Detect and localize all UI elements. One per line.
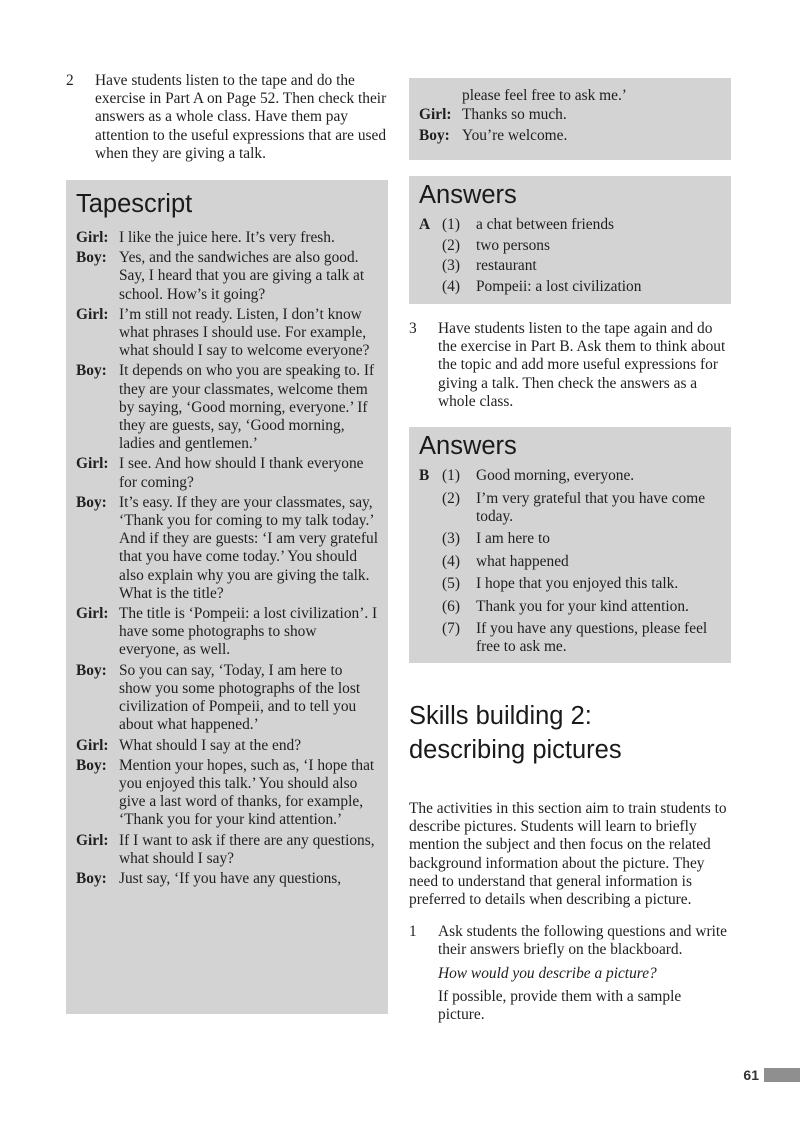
answer-index: (4)	[442, 552, 460, 570]
answer-part-letter: B	[419, 467, 430, 485]
speaker-label: Girl:	[76, 605, 109, 623]
answers-heading: Answers	[419, 181, 517, 209]
answer-row	[419, 278, 721, 296]
answer-row	[419, 575, 721, 593]
answers-list-b	[419, 467, 721, 657]
speaker-label: Boy:	[76, 756, 107, 774]
dialogue-text: You’re welcome.	[462, 127, 568, 145]
left-column	[66, 72, 388, 1014]
speaker-label: Boy:	[76, 362, 107, 380]
speaker-label: Boy:	[76, 661, 107, 679]
dialogue-line	[76, 662, 378, 735]
answer-index: (5)	[442, 575, 460, 593]
answer-text: I hope that you enjoyed this talk.	[476, 575, 679, 593]
item-note: If possible, provide them with a sample picture.	[438, 987, 682, 1024]
dialogue-line	[76, 737, 378, 755]
speaker-label: Girl:	[76, 305, 109, 323]
instruction-item-3	[409, 320, 731, 411]
dialogue-line	[76, 455, 378, 491]
answer-index: (2)	[442, 489, 460, 507]
answer-index: (2)	[442, 236, 460, 254]
answers-heading: Answers	[419, 432, 517, 461]
section-title-line-1: Skills building 2:	[409, 702, 592, 731]
speaker-label: Girl:	[76, 736, 109, 754]
dialogue-line	[76, 306, 378, 361]
tapescript-heading: Tapescript	[76, 190, 193, 219]
item-number: 2	[66, 72, 74, 89]
speaker-label: Girl:	[419, 106, 452, 123]
answer-text: what happened	[476, 552, 569, 570]
right-column	[409, 78, 731, 1024]
tapescript-box	[66, 180, 388, 1014]
speaker-label: Boy:	[76, 493, 107, 511]
continuation-dialogue	[419, 106, 721, 145]
speaker-label: Boy:	[76, 869, 107, 887]
item-text: Have students listen to the tape again and do the exercise in Part B. Ask them to think about the topic and add more useful expressions for giving a talk. Then check the answers as a whole class.	[438, 320, 726, 410]
answer-text: restaurant	[476, 257, 537, 275]
dialogue-text: Just say, ‘If you have any questions,	[119, 869, 342, 887]
dialogue-line	[76, 362, 378, 453]
dialogue-line	[76, 870, 378, 888]
answer-index: (4)	[442, 278, 460, 296]
answer-part-letter: A	[419, 216, 431, 233]
answer-text: a chat between friends	[476, 216, 615, 233]
speaker-label: Boy:	[419, 127, 450, 145]
answer-row	[419, 620, 721, 656]
dialogue-line	[419, 127, 721, 145]
dialogue-list	[76, 229, 378, 888]
dialogue-text: It depends on who you are speaking to. If they are your classmates, welcome them by saying, ‘Good morning, everyone.’ If they are guests, say, ‘Good morning, ladies and gentlemen.’	[119, 362, 375, 453]
section-title	[409, 699, 731, 767]
instruction-item-1	[409, 923, 731, 1024]
answer-row	[419, 598, 721, 616]
dialogue-text: I see. And how should I thank everyone for coming?	[119, 455, 364, 491]
answer-index: (6)	[442, 597, 460, 615]
dialogue-line	[419, 106, 721, 124]
dialogue-text: Mention your hopes, such as, ‘I hope that you enjoyed this talk.’ You should also give a last word of thanks, for example, ‘Thank you for your kind attention.’	[119, 756, 375, 829]
speaker-label: Boy:	[76, 249, 107, 267]
answer-text: two persons	[476, 236, 550, 254]
dialogue-text: Yes, and the sandwiches are also good. Say, I heard that you are giving a talk at school. How’s it going?	[119, 249, 365, 303]
item-text: Ask students the following questions and write their answers briefly on the blackboard.	[438, 923, 727, 959]
answer-row	[419, 530, 721, 548]
dialogue-line	[76, 494, 378, 603]
answer-index: (7)	[442, 620, 460, 638]
item-question: How would you describe a picture?	[438, 964, 657, 982]
page-number-bar	[764, 1068, 800, 1082]
answer-row	[419, 467, 721, 485]
answer-index: (3)	[442, 257, 460, 275]
dialogue-line	[76, 757, 378, 830]
answer-text: I’m very grateful that you have come today.	[476, 489, 706, 525]
answer-row	[419, 553, 721, 571]
dialogue-line	[76, 249, 378, 304]
answer-index: (3)	[442, 530, 460, 548]
instruction-item-2	[66, 72, 388, 163]
dialogue-text: So you can say, ‘Today, I am here to show you some photographs of the lost civilization of Pompeii, and to tell you about what happened.’	[119, 661, 361, 734]
answer-index: (1)	[442, 216, 460, 233]
answer-text: Thank you for your kind attention.	[476, 597, 689, 615]
dialogue-text: I’m still not ready. Listen, I don’t know what phrases I should use. For example, what should I say to welcome everyone?	[119, 305, 370, 360]
tapescript-continuation-box	[409, 78, 731, 160]
answer-row	[419, 257, 721, 275]
answers-box-a	[409, 176, 731, 304]
dialogue-text: If I want to ask if there are any questions, what should I say?	[119, 831, 375, 867]
answer-row	[419, 237, 721, 255]
dialogue-line	[76, 605, 378, 660]
item-number: 1	[409, 923, 417, 941]
answers-box-b	[409, 427, 731, 663]
dialogue-text: Thanks so much.	[462, 106, 567, 123]
answer-text: Good morning, everyone.	[476, 467, 635, 485]
answer-index: (1)	[442, 467, 460, 485]
continuation-line: please feel free to ask me.’	[462, 87, 627, 104]
dialogue-line	[76, 229, 378, 247]
answer-text: I am here to	[476, 530, 550, 548]
dialogue-text: What should I say at the end?	[119, 736, 302, 754]
answers-list-a	[419, 216, 721, 296]
dialogue-line	[76, 832, 378, 868]
answer-row	[419, 490, 721, 526]
answer-text: Pompeii: a lost civilization	[476, 278, 642, 296]
dialogue-text: It’s easy. If they are your classmates, say, ‘Thank you for coming to my talk today.’ And if they are guests: ‘I am very grateful that you have come today.’ You should also explain why you are giving the talk. What is the title?	[119, 493, 378, 602]
answer-text: If you have any questions, please feel free to ask me.	[476, 620, 708, 656]
speaker-label: Girl:	[76, 455, 109, 473]
item-number: 3	[409, 320, 417, 337]
item-text: Have students listen to the tape and do the exercise in Part A on Page 52. Then check their answers as a whole class. Have them pay attention to the useful expressions that are used when they are giving a talk.	[95, 72, 387, 162]
page-number-text: 61	[743, 1066, 759, 1083]
dialogue-text: I like the juice here. It’s very fresh.	[119, 229, 335, 247]
section-intro: The activities in this section aim to train students to describe pictures. Students will learn to briefly mention the subject and then focus on the related background information about the picture. They need to understand that general information is preferred to details when describing a picture.	[409, 800, 727, 909]
answer-row	[419, 216, 721, 234]
section-title-line-2: describing pictures	[409, 736, 622, 765]
speaker-label: Girl:	[76, 831, 109, 849]
dialogue-text: The title is ‘Pompeii: a lost civilization’. I have some photographs to show everyone, as well.	[119, 605, 378, 659]
page-number	[743, 1067, 800, 1082]
speaker-label: Girl:	[76, 229, 109, 247]
